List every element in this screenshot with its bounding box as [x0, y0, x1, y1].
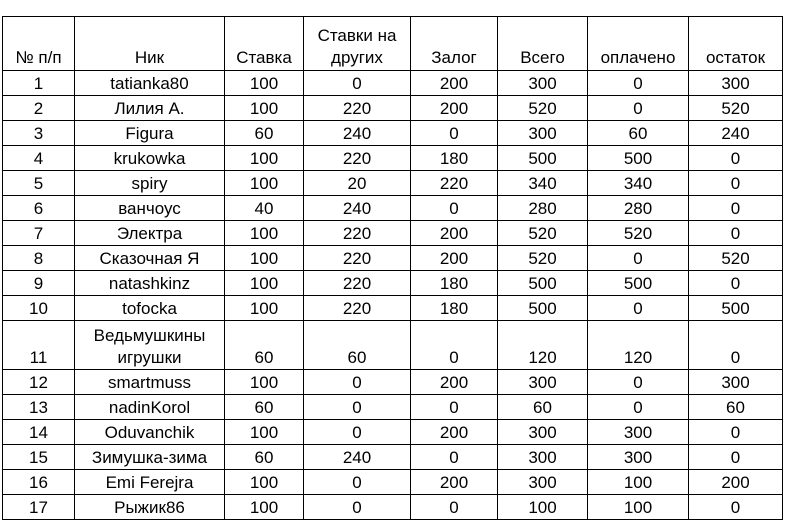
- table-cell: 17: [3, 495, 75, 520]
- table-cell: 60: [689, 395, 783, 420]
- table-row: [3, 71, 783, 96]
- header-row: [3, 17, 783, 71]
- table-cell: 100: [225, 146, 304, 171]
- table-cell: 300: [498, 470, 588, 495]
- table-cell: 280: [498, 196, 588, 221]
- table-cell: 0: [689, 196, 783, 221]
- table-cell: 200: [411, 370, 498, 395]
- table-cell: 4: [3, 146, 75, 171]
- table-cell: 11: [3, 321, 75, 370]
- table-cell: 12: [3, 370, 75, 395]
- table-cell: 0: [588, 246, 689, 271]
- table-cell: 0: [689, 321, 783, 370]
- table-cell: 100: [225, 96, 304, 121]
- header-cell: оплачено: [588, 17, 689, 71]
- table-cell: 520: [498, 221, 588, 246]
- table-cell: 0: [304, 395, 411, 420]
- table-cell: 0: [411, 445, 498, 470]
- table-cell: 0: [411, 121, 498, 146]
- table-cell: 6: [3, 196, 75, 221]
- table-cell: 0: [304, 470, 411, 495]
- table-row: [3, 370, 783, 395]
- table-cell: 8: [3, 246, 75, 271]
- table-cell: 500: [588, 271, 689, 296]
- table-cell: 500: [498, 146, 588, 171]
- table-cell: 0: [411, 321, 498, 370]
- table-cell: 16: [3, 470, 75, 495]
- table-cell: 300: [588, 445, 689, 470]
- table-cell: 60: [225, 121, 304, 146]
- table-cell: 280: [588, 196, 689, 221]
- table-row: [3, 146, 783, 171]
- table-cell: 0: [304, 495, 411, 520]
- table-cell: 60: [498, 395, 588, 420]
- table-cell: 1: [3, 71, 75, 96]
- header-cell: Ставка: [225, 17, 304, 71]
- table-cell: 14: [3, 420, 75, 445]
- table-cell: 2: [3, 96, 75, 121]
- header-cell: Ник: [75, 17, 225, 71]
- table-cell: 500: [689, 296, 783, 321]
- table-cell: 13: [3, 395, 75, 420]
- table-cell: 300: [689, 370, 783, 395]
- table-cell: Зимушка-зима: [75, 445, 225, 470]
- table-cell: 100: [225, 171, 304, 196]
- table-cell: 300: [498, 121, 588, 146]
- table-cell: 100: [225, 71, 304, 96]
- table-cell: 220: [304, 271, 411, 296]
- table-cell: 240: [304, 445, 411, 470]
- table-cell: 100: [225, 296, 304, 321]
- table-cell: 60: [588, 121, 689, 146]
- table-cell: 200: [411, 470, 498, 495]
- table-cell: 100: [225, 470, 304, 495]
- table-cell: 200: [689, 470, 783, 495]
- table-cell: 200: [411, 420, 498, 445]
- table-cell: 100: [225, 221, 304, 246]
- table-cell: 9: [3, 271, 75, 296]
- table-cell: Лилия А.: [75, 96, 225, 121]
- table-cell: 220: [304, 146, 411, 171]
- table-cell: 0: [689, 420, 783, 445]
- table-cell: 180: [411, 146, 498, 171]
- table-cell: 520: [498, 96, 588, 121]
- table-cell: Электра: [75, 221, 225, 246]
- table-cell: 300: [498, 370, 588, 395]
- table-row: [3, 96, 783, 121]
- table-row: [3, 271, 783, 296]
- table-cell: 100: [498, 495, 588, 520]
- table-cell: 0: [689, 495, 783, 520]
- table-row: [3, 445, 783, 470]
- table-cell: 100: [225, 271, 304, 296]
- table-cell: 0: [588, 71, 689, 96]
- table-cell: Emi Ferejra: [75, 470, 225, 495]
- table-cell: 5: [3, 171, 75, 196]
- table-cell: 0: [588, 296, 689, 321]
- table-cell: 10: [3, 296, 75, 321]
- table-cell: 3: [3, 121, 75, 146]
- table-cell: 0: [689, 445, 783, 470]
- table-cell: 0: [689, 271, 783, 296]
- table-row: [3, 495, 783, 520]
- table-cell: 300: [498, 420, 588, 445]
- table-cell: 220: [304, 246, 411, 271]
- table-cell: 0: [588, 370, 689, 395]
- header-cell: № п/п: [3, 17, 75, 71]
- table-row: [3, 196, 783, 221]
- table-cell: 220: [411, 171, 498, 196]
- table-cell: 0: [411, 495, 498, 520]
- table-row: [3, 296, 783, 321]
- table-cell: 180: [411, 296, 498, 321]
- table-cell: 340: [588, 171, 689, 196]
- table-cell: 300: [498, 71, 588, 96]
- header-cell: Ставки на других: [304, 17, 411, 71]
- table-cell: 520: [689, 246, 783, 271]
- table-cell: 240: [304, 196, 411, 221]
- table-cell: nadinKorol: [75, 395, 225, 420]
- table-cell: Рыжик86: [75, 495, 225, 520]
- table-cell: 0: [304, 71, 411, 96]
- table-cell: 100: [225, 420, 304, 445]
- table-cell: 220: [304, 96, 411, 121]
- table-cell: 200: [411, 221, 498, 246]
- table-cell: 520: [689, 96, 783, 121]
- table-cell: ванчоус: [75, 196, 225, 221]
- table-cell: 0: [689, 171, 783, 196]
- table-cell: spiry: [75, 171, 225, 196]
- table-cell: 100: [225, 495, 304, 520]
- table-cell: 0: [304, 370, 411, 395]
- table-row: [3, 221, 783, 246]
- table-cell: 0: [689, 146, 783, 171]
- table-cell: Ведьмушкины игрушки: [75, 321, 225, 370]
- table-cell: 240: [304, 121, 411, 146]
- table-cell: 0: [588, 395, 689, 420]
- table-cell: 500: [588, 146, 689, 171]
- table-cell: 100: [588, 470, 689, 495]
- table-row: [3, 246, 783, 271]
- table-cell: 200: [411, 96, 498, 121]
- header-cell: Залог: [411, 17, 498, 71]
- table-cell: 60: [225, 445, 304, 470]
- table-cell: 220: [304, 296, 411, 321]
- table-cell: tofocka: [75, 296, 225, 321]
- table-cell: 240: [689, 121, 783, 146]
- table-cell: Сказочная Я: [75, 246, 225, 271]
- table-cell: Figura: [75, 121, 225, 146]
- table-cell: 200: [411, 246, 498, 271]
- table-cell: 0: [411, 196, 498, 221]
- table-cell: 60: [225, 321, 304, 370]
- table-cell: 100: [225, 370, 304, 395]
- header-cell: Всего: [498, 17, 588, 71]
- table-cell: 200: [411, 71, 498, 96]
- payments-table: [2, 16, 783, 520]
- table-cell: 100: [588, 495, 689, 520]
- table-cell: 220: [304, 221, 411, 246]
- table-cell: 520: [588, 221, 689, 246]
- table-cell: 0: [411, 395, 498, 420]
- table-cell: 120: [498, 321, 588, 370]
- header-cell: остаток: [689, 17, 783, 71]
- table-cell: 340: [498, 171, 588, 196]
- table-cell: 20: [304, 171, 411, 196]
- table-row: [3, 395, 783, 420]
- table-cell: 60: [225, 395, 304, 420]
- table-cell: 180: [411, 271, 498, 296]
- table-cell: Oduvanchik: [75, 420, 225, 445]
- table-cell: 120: [588, 321, 689, 370]
- table-cell: 300: [588, 420, 689, 445]
- table-cell: 0: [588, 96, 689, 121]
- table-cell: 520: [498, 246, 588, 271]
- table-cell: 300: [498, 445, 588, 470]
- table-cell: 0: [689, 221, 783, 246]
- table-row: [3, 121, 783, 146]
- table-row: [3, 321, 783, 370]
- table-cell: krukowka: [75, 146, 225, 171]
- table-row: [3, 470, 783, 495]
- table-cell: 500: [498, 296, 588, 321]
- table-row: [3, 420, 783, 445]
- table-cell: 60: [304, 321, 411, 370]
- table-cell: 300: [689, 71, 783, 96]
- table-cell: 15: [3, 445, 75, 470]
- table-cell: 500: [498, 271, 588, 296]
- table-cell: tatianka80: [75, 71, 225, 96]
- table-row: [3, 171, 783, 196]
- table-cell: 40: [225, 196, 304, 221]
- table-cell: natashkinz: [75, 271, 225, 296]
- table-cell: 0: [304, 420, 411, 445]
- table-cell: smartmuss: [75, 370, 225, 395]
- table-cell: 100: [225, 246, 304, 271]
- table-cell: 7: [3, 221, 75, 246]
